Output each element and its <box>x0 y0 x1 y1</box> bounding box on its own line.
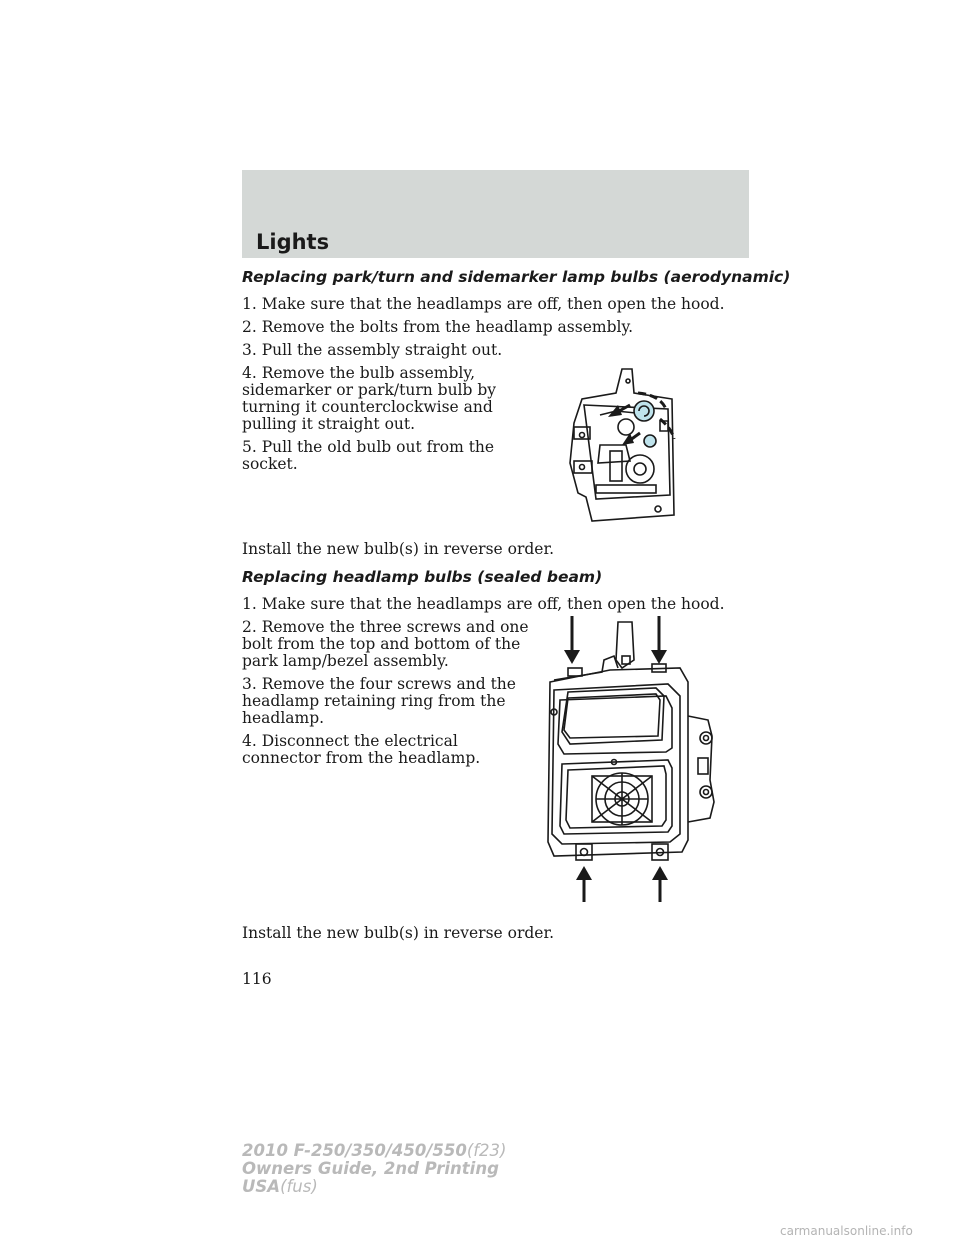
headlamp-illustration <box>540 612 725 912</box>
section1-install-note: Install the new bulb(s) in reverse order. <box>242 540 555 558</box>
section-header-bar <box>242 170 749 258</box>
park-turn-lamp-illustration <box>560 365 690 525</box>
section1-step-1: 1. Make sure that the headlamps are off, then open the hood. <box>242 295 725 313</box>
section1-step-2: 2. Remove the bolts from the headlamp assembly. <box>242 318 634 336</box>
section1-heading: Replacing park/turn and sidemarker lamp bulbs (aerodynamic) <box>242 268 791 286</box>
page-number: 116 <box>242 970 272 988</box>
watermark: carmanualsonline.info <box>780 1224 913 1238</box>
section2-install-note: Install the new bulb(s) in reverse order. <box>242 924 555 942</box>
section2-heading: Replacing headlamp bulbs (sealed beam) <box>242 568 603 586</box>
footer-imprint: 2010 F-250/350/450/550(f23) Owners Guide, 2nd Printing USA(fus) <box>242 1141 507 1196</box>
section2-step-1: 1. Make sure that the headlamps are off, then open the hood. <box>242 595 725 613</box>
section1-step-3: 3. Pull the assembly straight out. <box>242 341 503 359</box>
section-title: Lights <box>256 230 330 254</box>
